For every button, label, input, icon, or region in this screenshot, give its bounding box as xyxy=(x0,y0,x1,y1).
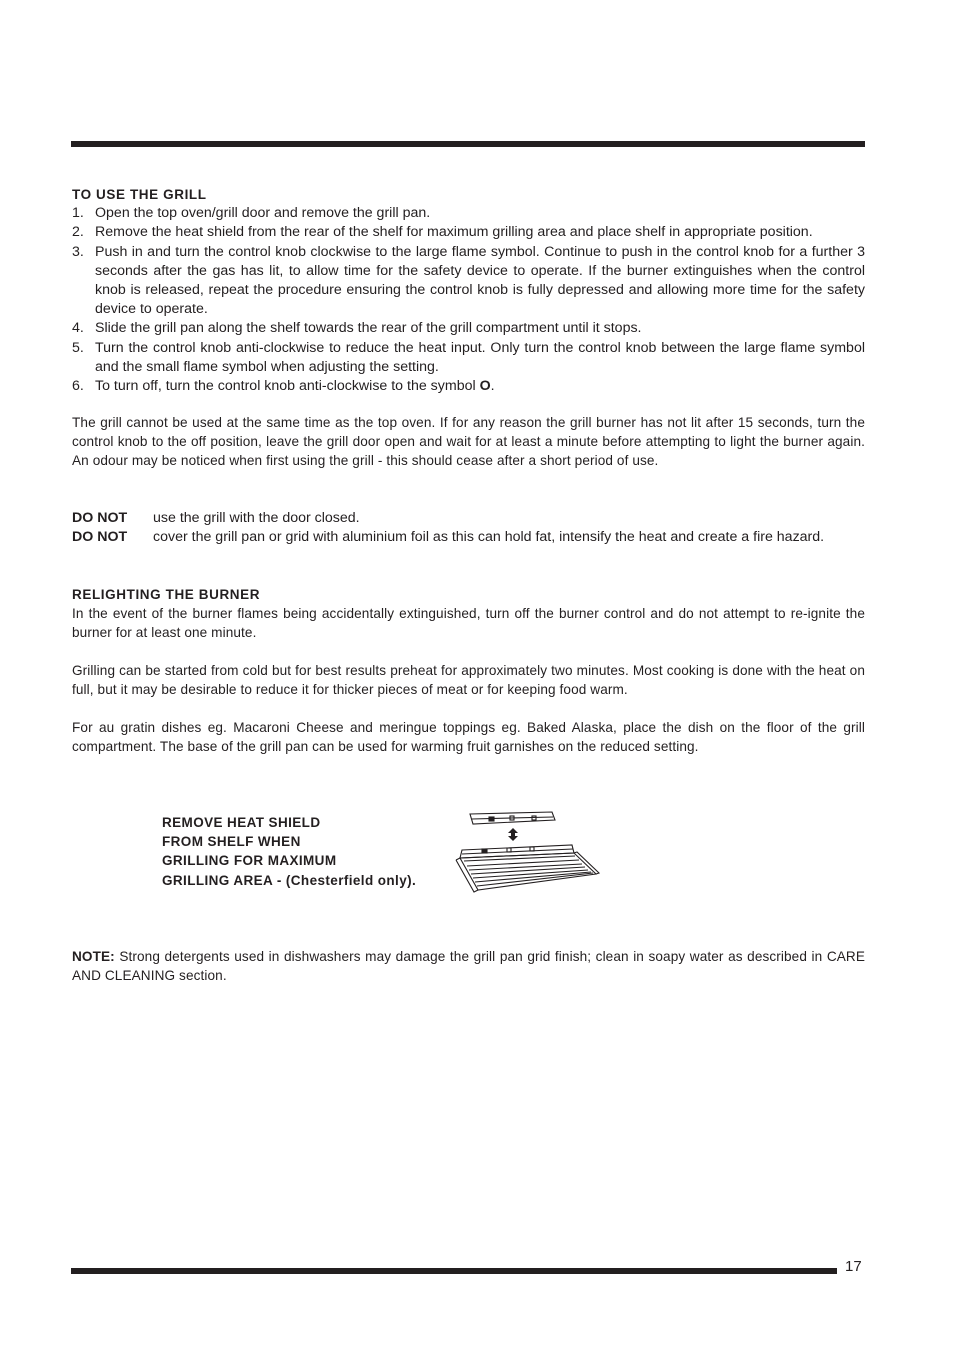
up-down-arrow-icon xyxy=(508,828,518,841)
list-item: 6. To turn off, turn the control knob anti-clockwise to the symbol O. xyxy=(72,378,495,395)
list-item: 1. Open the top oven/grill door and remove the grill pan. xyxy=(72,205,431,222)
heat-shield-shelf-illustration xyxy=(452,806,602,894)
relighting-section xyxy=(72,585,865,643)
donot-label: DO NOT xyxy=(72,529,128,546)
relighting-heading: RELIGHTING THE BURNER xyxy=(72,587,261,602)
donot-row: DO NOT cover the grill pan or grid with aluminium foil as this can hold fat, intensify the heat and create a fire hazard. xyxy=(72,528,865,547)
donot-row: DO NOT use the grill with the door closed. xyxy=(72,509,865,528)
grill-note-paragraph: The grill cannot be used at the same time as the top oven. If for any reason the grill burner has not lit after 15 seconds, turn the control knob to the off position, leave the grill door open and wait for at least a minute before attempting to light the burner again. An odour may be noticed when first using the grill - this should cease after a short period of use. xyxy=(72,415,865,469)
list-item: 2. Remove the heat shield from the rear of the shelf for maximum grilling area and place shelf in appropriate position. xyxy=(72,224,813,241)
donot-warnings xyxy=(72,509,865,547)
shelf-icon xyxy=(456,845,599,892)
heat-shield-caption: REMOVE HEAT SHIELD FROM SHELF WHEN GRILLING FOR MAXIMUM GRILLING AREA - (Chesterfield only). xyxy=(162,815,417,888)
grill-heading: TO USE THE GRILL xyxy=(72,187,207,202)
heat-shield-icon xyxy=(470,812,555,824)
note-paragraph: NOTE: Strong detergents used in dishwashers may damage the grill pan grid finish; clean in soapy water as described in CARE AND CLEANING section. xyxy=(72,949,865,984)
bottom-rule xyxy=(71,1268,837,1274)
list-item: 4. Slide the grill pan along the shelf towards the rear of the grill compartment until it stops. xyxy=(72,320,642,337)
grill-section xyxy=(72,185,865,396)
preheat-paragraph: Grilling can be started from cold but for best results preheat for approximately two minutes. Most cooking is done with the heat on full, but it may be desirable to reduce it for thicker pieces of meat or for keeping food warm. xyxy=(72,663,865,698)
off-symbol: O xyxy=(479,378,491,395)
top-rule xyxy=(71,141,865,147)
grill-steps xyxy=(72,204,865,396)
list-item: 5. Turn the control knob anti-clockwise to reduce the heat input. Only turn the control knob between the large flame symbol and the small flame symbol when adjusting the setting. xyxy=(72,339,865,375)
page-number: 17 xyxy=(845,1258,862,1275)
note-label: NOTE: xyxy=(72,949,115,964)
au-gratin-paragraph: For au gratin dishes eg. Macaroni Cheese and meringue toppings eg. Baked Alaska, place the dish on the floor of the grill compartment. The base of the grill pan can be used for warming fruit garnishes on the reduced setting. xyxy=(72,720,865,755)
list-item: 3. Push in and turn the control knob clockwise to the large flame symbol. Continue to push in the control knob for a further 3 seconds after the gas has lit, to allow time for the safety device to operate. If the burner extinguishes when the control knob is released, repeat the procedure ensuring the control knob is fully depressed and allowing more time for the safety device to operate. xyxy=(72,243,865,318)
relighting-paragraph: In the event of the burner flames being accidentally extinguished, turn off the burner control and do not attempt to re-ignite the burner for at least one minute. xyxy=(72,606,865,641)
donot-label: DO NOT xyxy=(72,510,128,526)
